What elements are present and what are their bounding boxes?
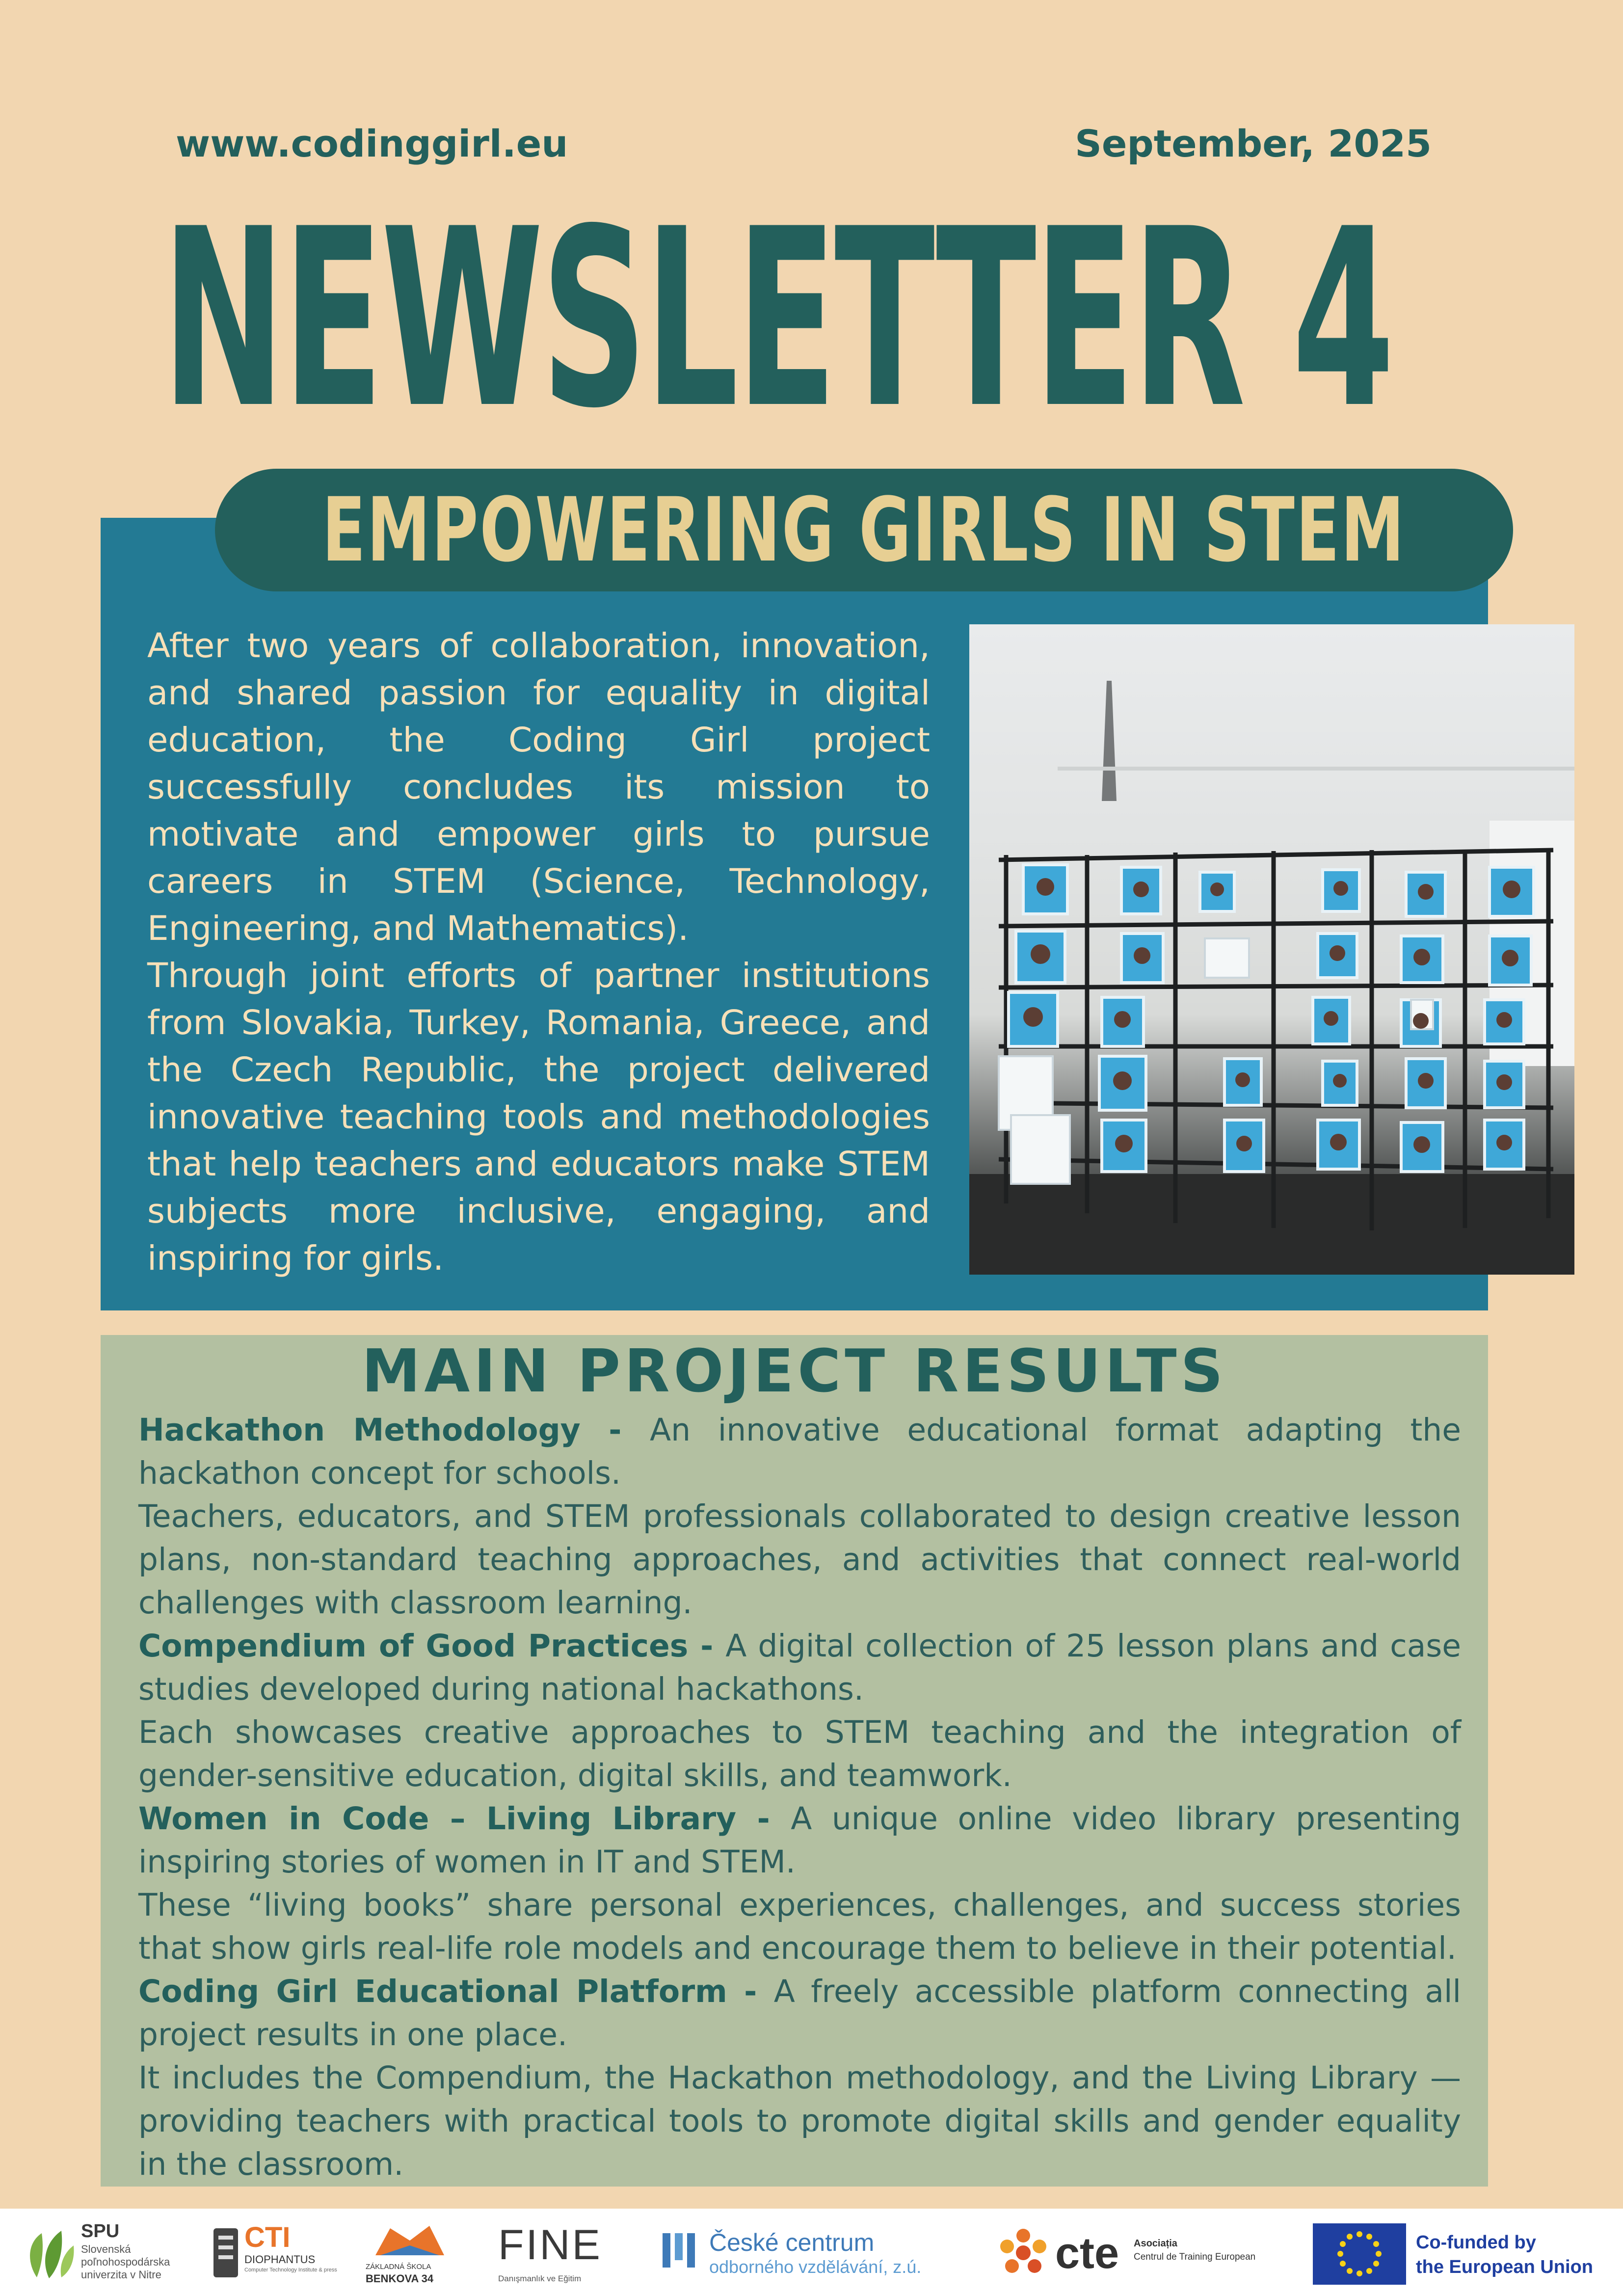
website-url[interactable]: www.codinggirl.eu <box>176 122 568 165</box>
result-summary: An innovative educational format adapting the hackathon concept for schools. <box>138 1412 1461 1491</box>
zs-address: BENKOVA 34 <box>366 2272 434 2285</box>
result-summary: A unique online video library presenting inspiring stories of women in IT and STEM. <box>138 1801 1461 1880</box>
intro-paragraph: Through joint efforts of partner institutions from Slovakia, Turkey, Romania, Greece, and the Czech Republic, the project delivered innovative teaching tools and methodologies that help teachers and educators make STEM subjects more inclusive, engaging, and inspiring for girls. <box>147 956 930 1278</box>
ceske-name: České centrum <box>709 2229 875 2256</box>
zs-label: ZÁKLADNÁ ŠKOLA <box>366 2263 431 2271</box>
result-item <box>138 1409 1461 1495</box>
result-summary: A freely accessible platform connecting all project results in one place. <box>138 1974 1462 2053</box>
star-burst-icon <box>996 2226 1050 2280</box>
result-item <box>138 1797 1461 1884</box>
spu-logo <box>22 2218 213 2287</box>
result-heading: Coding Girl Educational Platform - <box>138 1974 774 2009</box>
results-list <box>138 1409 1461 2186</box>
result-heading: Hackathon Methodology - <box>138 1412 650 1448</box>
spu-name <box>81 2243 170 2281</box>
results-title: MAIN PROJECT RESULTS <box>362 1337 1227 1406</box>
eu-cofunded-logo <box>1313 2223 1607 2287</box>
subtitle-text: EMPOWERING GIRLS IN STEM <box>322 479 1406 582</box>
cti-abbr: CTI <box>244 2221 291 2253</box>
cti-tagline: Computer Technology Institute & press <box>244 2267 337 2273</box>
zs-benkova-logo <box>366 2221 454 2290</box>
intro-paragraph: After two years of collaboration, innovation, and shared passion for equality in digital education, the Coding Girl project successfully concludes its mission to motivate and empower girls to pursue careers in STEM (Science, Technology, Engineering, and Mathematics). <box>147 626 930 948</box>
cte-logo <box>996 2223 1291 2287</box>
result-detail: Teachers, educators, and STEM professionals collaborated to design creative lesson plans, non-standard teaching approaches, and activities that connect real-world challenges with classroom learning. <box>138 1498 1461 1621</box>
fine-name: FINE <box>498 2221 602 2269</box>
spu-abbr: SPU <box>81 2221 120 2242</box>
spu-name-line: poľnohospodárska <box>81 2256 170 2268</box>
subtitle-banner-text-wrap <box>215 469 1513 591</box>
result-item <box>138 1970 1461 2056</box>
ceske-subname: odborného vzdělávání, z.ú. <box>709 2257 922 2277</box>
cte-abbr: cte <box>1055 2229 1119 2278</box>
result-detail: These “living books” share personal experiences, challenges, and success stories that show girls real-life role models and encourage them to believe in their potential. <box>138 1887 1461 1966</box>
intro-text <box>147 622 930 1282</box>
exhibition-photo-illustration <box>969 624 1574 1275</box>
ceske-centrum-logo <box>660 2228 955 2282</box>
eu-flag-icon <box>1313 2223 1406 2285</box>
result-summary: A digital collection of 25 lesson plans and case studies developed during national hackathons. <box>138 1628 1461 1707</box>
eu-cofunded-line1: Co-funded by <box>1416 2232 1536 2253</box>
result-item <box>138 1625 1461 1711</box>
cte-name-line1: Asociația <box>1134 2238 1177 2249</box>
spu-leaf-icon <box>22 2223 76 2282</box>
newsletter-title: NEWSLETTER 4 <box>162 176 1392 462</box>
partner-logos-bar <box>0 2209 1623 2296</box>
book-icon <box>371 2221 449 2260</box>
fine-logo <box>498 2221 606 2290</box>
cti-name: DIOPHANTUS <box>244 2253 316 2266</box>
fine-tagline: Danışmanlık ve Eğitim <box>498 2274 582 2283</box>
eu-cofunded-line2: the European Union <box>1416 2257 1593 2277</box>
spu-name-line: univerzita v Nitre <box>81 2269 161 2281</box>
spu-name-line: Slovenská <box>81 2243 131 2255</box>
columns-icon <box>660 2231 699 2270</box>
cte-name-line2: Centrul de Training European <box>1134 2252 1256 2262</box>
result-detail: It includes the Compendium, the Hackathon methodology, and the Living Library — providing teachers with practical tools to promote digital skills and gender equality in the classroom. <box>138 2060 1461 2182</box>
exhibition-photo <box>969 624 1574 1275</box>
result-detail: Each showcases creative approaches to STEM teaching and the integration of gender-sensitive education, digital skills, and teamwork. <box>138 1714 1461 1793</box>
cti-emblem-icon <box>211 2226 240 2280</box>
result-heading: Women in Code – Living Library - <box>138 1801 791 1837</box>
issue-date: September, 2025 <box>1075 122 1432 165</box>
result-heading: Compendium of Good Practices - <box>138 1628 726 1664</box>
cti-logo <box>211 2221 337 2285</box>
